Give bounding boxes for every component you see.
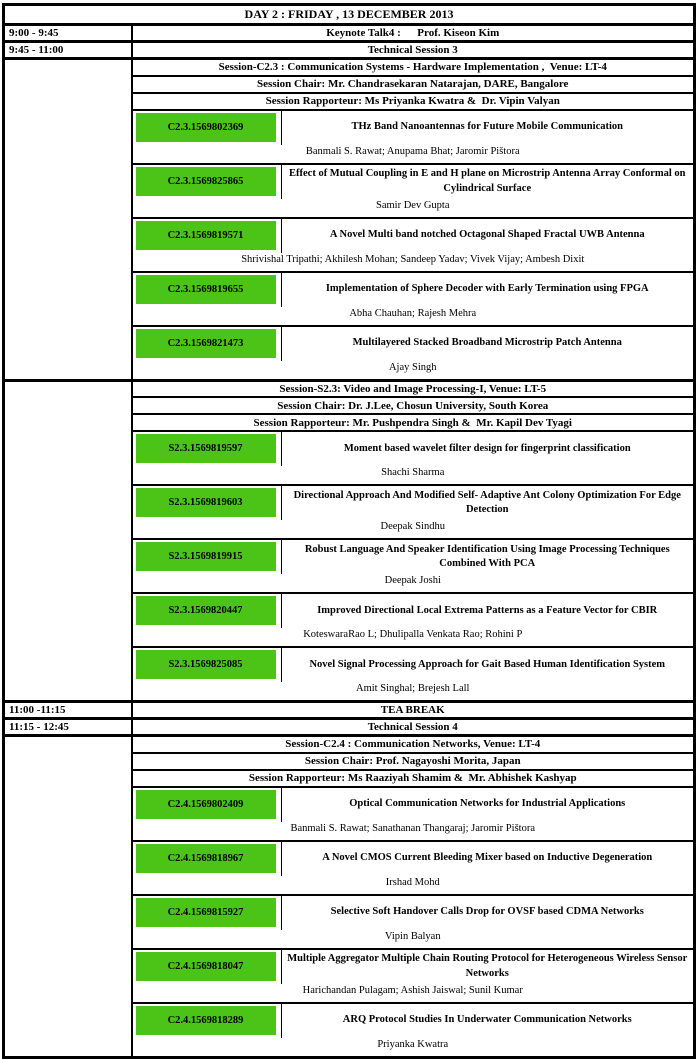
paper-block (133, 327, 694, 379)
paper-row (132, 110, 695, 164)
paper-id-badge: S2.3.1569819915 (136, 542, 276, 571)
paper-title: Multilayered Stacked Broadband Microstrip Patch Antenna (352, 337, 622, 349)
paper-title: Improved Directional Local Extrema Patterns as a Feature Vector for CBIR (317, 604, 658, 616)
paper-id-cell (133, 327, 282, 361)
time-row (4, 25, 695, 42)
paper-id-badge: C2.4.1569818047 (136, 952, 276, 981)
time-cell: 11:15 - 12:45 (4, 719, 132, 736)
paper-block (133, 111, 694, 163)
timerow-text: Technical Session 3 (132, 42, 695, 59)
paper-row (132, 1003, 695, 1058)
timerow-text: Keynote Talk4 : Prof. Kiseon Kim (132, 25, 695, 42)
paper-row (132, 485, 695, 539)
paper-block (133, 432, 694, 484)
paper-block (133, 950, 694, 1002)
paper-id-cell (133, 788, 282, 822)
paper-id-badge: C2.4.1569802409 (136, 790, 276, 819)
paper-row (132, 272, 695, 326)
paper-title: Multiple Aggregator Multiple Chain Routing Protocol for Heterogeneous Wireless Sensor Networks (287, 953, 688, 979)
paper-title: Moment based wavelet filter design for fingerprint classification (343, 442, 631, 454)
paper-top-row (133, 896, 694, 930)
paper-id-cell (133, 594, 282, 628)
paper-title: Selective Soft Handover Calls Drop for OVSF based CDMA Networks (330, 906, 644, 918)
paper-row (132, 218, 695, 272)
paper-authors: Irshad Mohd (385, 876, 440, 888)
time-span-cell (4, 59, 132, 381)
paper-block (133, 842, 694, 894)
paper-row (132, 431, 695, 485)
paper-id-cell (133, 540, 282, 574)
paper-authors: Shrivishal Tripathi; Akhilesh Mohan; Sandeep Yadav; Vivek Vijay; Ambesh Dixit (241, 253, 585, 265)
paper-authors: Deepak Sindhu (380, 521, 445, 532)
paper-row (132, 164, 695, 218)
paper-id-badge: S2.3.1569820447 (136, 596, 276, 625)
paper-row (132, 593, 695, 647)
paper-block (133, 788, 694, 840)
banner-row (4, 5, 695, 25)
paper-top-row (133, 1004, 694, 1038)
paper-id-cell (133, 432, 282, 466)
paper-row (132, 539, 695, 593)
paper-id-badge: C2.3.1569821473 (136, 329, 276, 358)
paper-top-row (133, 486, 694, 520)
paper-row (132, 841, 695, 895)
paper-title: Novel Signal Processing Approach for Gait Based Human Identification System (309, 658, 666, 670)
day-banner: DAY 2 : FRIDAY , 13 DECEMBER 2013 (4, 5, 695, 25)
paper-id-badge: C2.3.1569825865 (136, 167, 276, 196)
session-header: Session Chair: Prof. Nagayoshi Morita, Japan (132, 753, 695, 770)
paper-id-cell (133, 648, 282, 682)
paper-top-row (133, 165, 694, 199)
paper-id-cell (133, 219, 282, 253)
paper-authors: Deepak Joshi (384, 575, 441, 586)
paper-id-cell (133, 950, 282, 984)
schedule-table (2, 3, 696, 1059)
time-row (4, 42, 695, 59)
paper-title: Robust Language And Speaker Identification Using Image Processing Techniques Combined With PCA (304, 543, 670, 569)
session-header: Session Chair: Dr. J.Lee, Chosun University, South Korea (132, 397, 695, 414)
paper-block (133, 594, 694, 646)
paper-row (132, 949, 695, 1003)
time-span-cell (4, 380, 132, 702)
paper-top-row (133, 111, 694, 145)
paper-row (132, 647, 695, 702)
paper-top-row (133, 432, 694, 466)
paper-id-badge: S2.3.1569819597 (136, 434, 276, 463)
paper-id-badge: C2.4.1569818967 (136, 844, 276, 873)
paper-id-badge: C2.4.1569818289 (136, 1006, 276, 1035)
paper-id-cell (133, 486, 282, 520)
paper-authors: Priyanka Kwatra (377, 1038, 449, 1050)
paper-title: A Novel Multi band notched Octagonal Shaped Fractal UWB Antenna (329, 229, 645, 241)
paper-authors: Banmali S. Rawat; Anupama Bhat; Jaromir Pištora (305, 145, 520, 157)
paper-top-row (133, 273, 694, 307)
time-span-cell (4, 736, 132, 1058)
session-header-row (4, 59, 695, 76)
timerow-text: Technical Session 4 (132, 719, 695, 736)
paper-top-row (133, 788, 694, 822)
paper-block (133, 540, 694, 592)
time-cell: 9:00 - 9:45 (4, 25, 132, 42)
session-header: Session Rapporteur: Ms Priyanka Kwatra & Dr. Vipin Valyan (132, 93, 695, 110)
paper-id-badge: C2.3.1569819571 (136, 221, 276, 250)
paper-top-row (133, 842, 694, 876)
paper-id-cell (133, 111, 282, 145)
paper-id-cell (133, 273, 282, 307)
paper-row (132, 787, 695, 841)
session-header: Session Chair: Mr. Chandrasekaran Natarajan, DARE, Bangalore (132, 76, 695, 93)
paper-top-row (133, 219, 694, 253)
paper-block (133, 1004, 694, 1056)
paper-id-badge: C2.3.1569819655 (136, 275, 276, 304)
paper-top-row (133, 327, 694, 361)
paper-block (133, 896, 694, 948)
time-row (4, 702, 695, 719)
session-header-row (4, 736, 695, 753)
paper-authors: Harichandan Pulagam; Ashish Jaiswal; Sunil Kumar (302, 984, 523, 996)
time-cell: 11:00 -11:15 (4, 702, 132, 719)
paper-title: ARQ Protocol Studies In Underwater Communication Networks (342, 1014, 632, 1026)
paper-title: Implementation of Sphere Decoder with Early Termination using FPGA (325, 283, 649, 295)
paper-block (133, 273, 694, 325)
paper-title: Effect of Mutual Coupling in E and H plane on Microstrip Antenna Array Conformal on Cylindrical Surface (289, 168, 686, 194)
paper-title: Directional Approach And Modified Self- Adaptive Ant Colony Optimization For Edge Detection (293, 489, 681, 515)
paper-authors: KoteswaraRao L; Dhulipalla Venkata Rao; Rohini P (303, 629, 523, 640)
paper-row (132, 326, 695, 381)
paper-id-badge: C2.3.1569802369 (136, 113, 276, 142)
paper-id-cell (133, 1004, 282, 1038)
session-header: Session Rapporteur: Ms Raaziyah Shamim & Mr. Abhishek Kashyap (132, 770, 695, 787)
paper-block (133, 165, 694, 217)
paper-authors: Ajay Singh (388, 361, 437, 373)
session-header: Session-C2.4 : Communication Networks, Venue: LT-4 (132, 736, 695, 753)
timerow-text: TEA BREAK (132, 702, 695, 719)
session-header-row (4, 380, 695, 397)
paper-title: A Novel CMOS Current Bleeding Mixer based on Inductive Degeneration (322, 852, 653, 864)
session-header: Session-C2.3 : Communication Systems - Hardware Implementation , Venue: LT-4 (132, 59, 695, 76)
paper-top-row (133, 540, 694, 574)
paper-authors: Vipin Balyan (384, 930, 441, 942)
schedule-table-body (4, 5, 695, 1058)
time-row (4, 719, 695, 736)
session-header: Session Rapporteur: Mr. Pushpendra Singh & Mr. Kapil Dev Tyagi (132, 414, 695, 431)
paper-id-cell (133, 842, 282, 876)
paper-authors: Shachi Sharma (381, 467, 445, 478)
paper-id-cell (133, 896, 282, 930)
time-cell: 9:45 - 11:00 (4, 42, 132, 59)
session-header: Session-S2.3: Video and Image Processing-I, Venue: LT-5 (132, 380, 695, 397)
paper-title: Optical Communication Networks for Industrial Applications (349, 798, 626, 810)
paper-block (133, 648, 694, 700)
paper-authors: Samir Dev Gupta (376, 199, 450, 211)
paper-authors: Abha Chauhan; Rajesh Mehra (349, 307, 477, 319)
paper-block (133, 219, 694, 271)
paper-id-cell (133, 165, 282, 199)
paper-authors: Banmali S. Rawat; Sanathanan Thangaraj; Jaromir Pištora (290, 822, 535, 834)
paper-top-row (133, 950, 694, 984)
paper-id-badge: S2.3.1569825085 (136, 650, 276, 679)
paper-top-row (133, 594, 694, 628)
paper-row (132, 895, 695, 949)
paper-title: THz Band Nanoantennas for Future Mobile Communication (351, 121, 623, 133)
paper-top-row (133, 648, 694, 682)
paper-id-badge: C2.4.1569815927 (136, 898, 276, 927)
paper-id-badge: S2.3.1569819603 (136, 488, 276, 517)
paper-authors: Amit Singhal; Brejesh Lall (356, 683, 470, 694)
paper-block (133, 486, 694, 538)
